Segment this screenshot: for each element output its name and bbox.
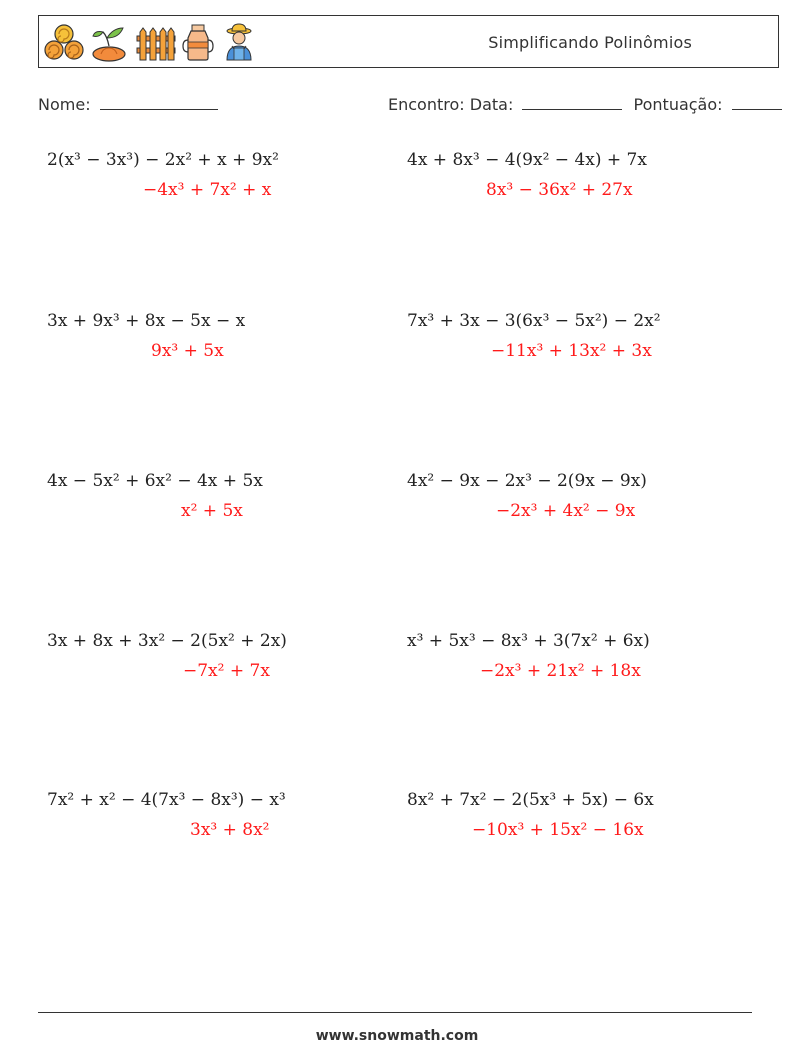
answer-5: x² + 5x	[181, 501, 243, 521]
problem-3: 3x + 9x³ + 8x − 5x − x	[47, 311, 246, 331]
worksheet-title: Simplificando Polinômios	[488, 33, 692, 52]
date-blank[interactable]	[522, 96, 622, 110]
fence-icon	[135, 22, 177, 62]
problem-10: 8x² + 7x² − 2(5x³ + 5x) − 6x	[407, 790, 654, 810]
name-blank[interactable]	[100, 96, 218, 110]
answer-9: 3x³ + 8x²	[190, 820, 270, 840]
name-field	[38, 95, 218, 114]
score-blank[interactable]	[732, 96, 782, 110]
footer-divider	[38, 1012, 752, 1013]
answer-2: 8x³ − 36x² + 27x	[486, 180, 633, 200]
header-icons	[43, 20, 259, 64]
milk-jug-icon	[181, 22, 215, 62]
answer-10: −10x³ + 15x² − 16x	[472, 820, 644, 840]
footer-site-link[interactable]: www.snowmath.com	[315, 1028, 479, 1044]
answer-7: −7x² + 7x	[183, 661, 270, 681]
problem-2: 4x + 8x³ − 4(9x² − 4x) + 7x	[407, 150, 647, 170]
answer-6: −2x³ + 4x² − 9x	[496, 501, 636, 521]
answer-1: −4x³ + 7x² + x	[143, 180, 272, 200]
hay-bales-icon	[43, 22, 85, 62]
answer-3: 9x³ + 5x	[151, 341, 224, 361]
date-label: Data:	[469, 95, 514, 114]
encounter-label: Encontro:	[388, 95, 465, 114]
problem-5: 4x − 5x² + 6x² − 4x + 5x	[47, 471, 263, 491]
score-label: Pontuação:	[633, 95, 723, 114]
meta-fields	[388, 95, 782, 114]
farmer-icon	[219, 22, 259, 62]
problem-6: 4x² − 9x − 2x³ − 2(9x − 9x)	[407, 471, 647, 491]
header-box	[38, 15, 779, 68]
answer-8: −2x³ + 21x² + 18x	[480, 661, 641, 681]
problem-9: 7x² + x² − 4(7x³ − 8x³) − x³	[47, 790, 286, 810]
name-label: Nome:	[38, 95, 91, 114]
problem-1: 2(x³ − 3x³) − 2x² + x + 9x²	[47, 150, 279, 170]
answer-4: −11x³ + 13x² + 3x	[491, 341, 652, 361]
problem-8: x³ + 5x³ − 8x³ + 3(7x² + 6x)	[407, 631, 650, 651]
problem-7: 3x + 8x + 3x² − 2(5x² + 2x)	[47, 631, 287, 651]
problem-4: 7x³ + 3x − 3(6x³ − 5x²) − 2x²	[407, 311, 661, 331]
seedling-pumpkin-icon	[89, 22, 131, 62]
